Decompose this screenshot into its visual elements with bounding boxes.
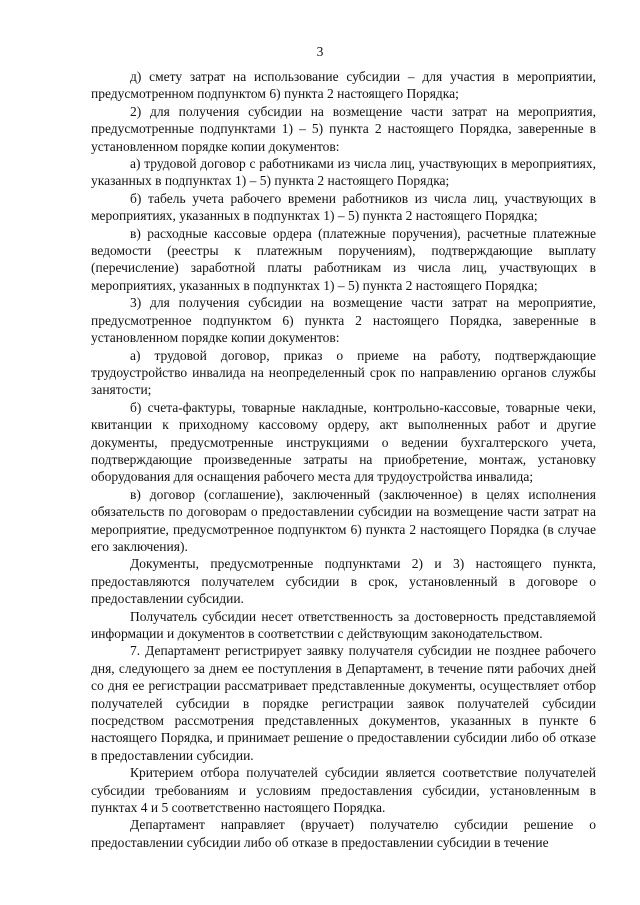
paragraph-3-documents: 3) для получения субсидии на возмещение части затрат на мероприятие, предусмотренное подпунктом 6) пункта 2 настоящего Порядка, заверенные в установленном порядке копии документов: [91, 295, 596, 346]
paragraph-2b-timesheet: б) табель учета рабочего времени работников из числа лиц, участвующих в мероприятиях, указанных в подпунктах 1) – 5) пункта 2 настоящего Порядка; [91, 190, 596, 224]
paragraph-decision-delivery: Департамент направляет (вручает) получателю субсидии решение о предоставлении субсидии либо об отказе в предоставлении субсидии в течение [91, 817, 596, 850]
paragraph-3b-invoices: б) счета-фактуры, товарные накладные, контрольно-кассовые, товарные чеки, квитанции к приходному кассовому ордеру, акт выполненных работ и другие документы, предусмотренные инструкциями о ведении бухгалтерского учета, подтверждающие произведенные затраты на приобретение, монтаж, установку оборудования для оснащения рабочего места для трудоустройства инвалида; [91, 399, 596, 485]
paragraph-3a-labor-contract: а) трудовой договор, приказ о приеме на работу, подтверждающие трудоустройство инвалида на неопределенный срок по направлению органов службы занятости; [91, 347, 596, 398]
paragraph-recipient-responsibility: Получатель субсидии несет ответственность за достоверность представляемой информации и документов в соответствии с действующим законодательством. [91, 608, 596, 641]
paragraph-7-registration: 7. Департамент регистрирует заявку получателя субсидии не позднее рабочего дня, следующего за днем ее поступления в Департамент, в течение пяти рабочих дней со дня ее регистрации рассматривает представленные документы, осуществляет отбор получателей субсидии в порядке регистрации заявок получателей субсидии посредством рассмотрения представленных документов, указанных в пункте 6 настоящего Порядка, и принимает решение о предоставлении субсидии либо об отказе в предоставлении субсидии. [91, 643, 596, 763]
paragraph-documents-deadline: Документы, предусмотренные подпунктами 2) и 3) настоящего пункта, предоставляются получателем субсидии в срок, установленный в договоре о предоставлении субсидии. [91, 556, 596, 607]
paragraph-2a-labor-contract: а) трудовой договор с работниками из числа лиц, участвующих в мероприятиях, указанных в подпунктах 1) – 5) пункта 2 настоящего Порядка; [91, 156, 596, 189]
page-number: 3 [316, 44, 324, 59]
paragraph-d-cost-estimate: д) смету затрат на использование субсидии – для участия в мероприятии, предусмотренном подпунктом 6) пункта 2 настоящего Порядка; [91, 69, 596, 102]
paragraph-2c-cash-orders: в) расходные кассовые ордера (платежные поручения), расчетные платежные ведомости (реестры к платежным поручениям), подтверждающие выплату (перечисление) заработной платы работникам из числа лиц, участвующих в мероприятиях, указанных в подпунктах 1) – 5) пункта 2 настоящего Порядка; [91, 225, 596, 293]
document-body [91, 68, 596, 851]
paragraph-2-documents: 2) для получения субсидии на возмещение части затрат на мероприятия, предусмотренные подпунктами 1) – 5) пункта 2 настоящего Порядка, заверенные в установленном порядке копии документов: [91, 103, 596, 154]
paragraph-3c-agreement: в) договор (соглашение), заключенный (заключенное) в целях исполнения обязательств по договорам о предоставлении субсидии на возмещение части затрат на мероприятие, предусмотренное подпунктом 6) пункта 2 настоящего Порядка (в случае его заключения). [91, 486, 596, 554]
paragraph-selection-criterion: Критерием отбора получателей субсидии является соответствие получателей субсидии требованиям и условиям предоставления субсидии, установленным в пунктах 4 и 5 соответственно настоящего Порядка. [91, 765, 596, 816]
